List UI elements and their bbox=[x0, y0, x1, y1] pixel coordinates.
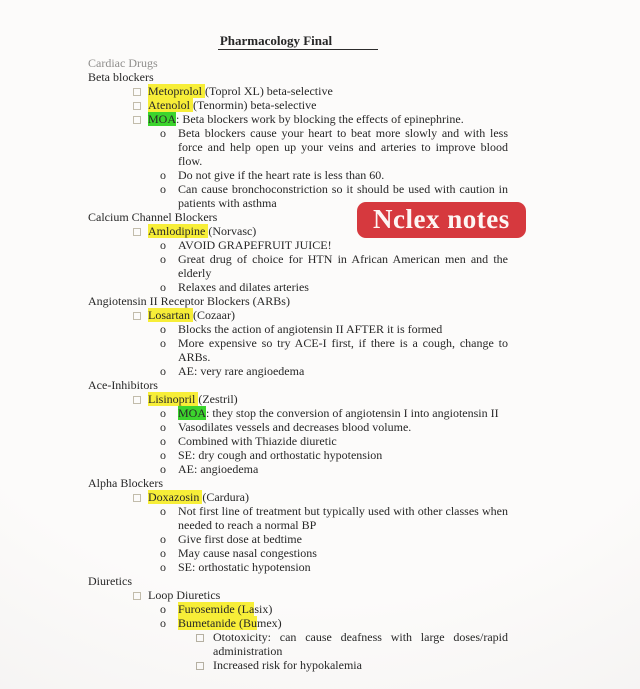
o-bullet-icon: o bbox=[160, 504, 166, 518]
list-item bbox=[88, 616, 508, 630]
text-segment: Give first dose at bedtime bbox=[178, 532, 302, 546]
text-segment: Can cause bronchoconstriction so it should be used with caution in patients with asthma bbox=[178, 182, 508, 210]
section-heading: Beta blockers bbox=[88, 70, 154, 84]
sections-root bbox=[88, 56, 508, 672]
list-item bbox=[88, 84, 508, 98]
nclex-notes-badge: Nclex notes bbox=[357, 202, 526, 238]
o-bullet-icon: o bbox=[160, 322, 166, 336]
o-bullet-icon: o bbox=[160, 448, 166, 462]
list-item bbox=[88, 490, 508, 504]
o-bullet-icon: o bbox=[160, 434, 166, 448]
text-segment: Combined with Thiazide diuretic bbox=[178, 434, 337, 448]
text-segment: Vasodilates vessels and decreases blood volume. bbox=[178, 420, 412, 434]
text-segment: Increased risk for hypokalemia bbox=[213, 658, 362, 672]
list-item bbox=[88, 98, 508, 112]
text-segment: : they stop the conversion of angiotensin I into angiotensin II bbox=[206, 406, 499, 420]
highlight-segment: Losartan bbox=[148, 308, 193, 322]
list-item bbox=[88, 406, 508, 420]
text-segment: (Tenormin) beta-selective bbox=[193, 98, 317, 112]
list-item bbox=[88, 392, 508, 406]
highlight-segment: MOA bbox=[148, 112, 177, 126]
list-item bbox=[88, 252, 508, 280]
o-bullet-icon: o bbox=[160, 532, 166, 546]
square-bullet-icon bbox=[196, 634, 204, 642]
list-item bbox=[88, 630, 508, 658]
list-item bbox=[88, 588, 508, 602]
text-segment: Great drug of choice for HTN in African American men and the elderly bbox=[178, 252, 508, 280]
list-item bbox=[88, 462, 508, 476]
section-heading: Ace-Inhibitors bbox=[88, 378, 158, 392]
list-item bbox=[88, 532, 508, 546]
square-bullet-icon bbox=[133, 102, 141, 110]
text-segment: (Toprol XL) beta-selective bbox=[205, 84, 333, 98]
o-bullet-icon: o bbox=[160, 182, 166, 196]
text-segment: (Cozaar) bbox=[192, 308, 235, 322]
o-bullet-icon: o bbox=[160, 602, 166, 616]
o-bullet-icon: o bbox=[160, 252, 166, 266]
section-heading: Cardiac Drugs bbox=[88, 56, 158, 70]
text-segment: Ototoxicity: can cause deafness with large doses/rapid administration bbox=[213, 630, 508, 658]
list-item bbox=[88, 420, 508, 434]
text-segment: (Norvasc) bbox=[208, 224, 257, 238]
square-bullet-icon bbox=[133, 312, 141, 320]
text-segment: AE: very rare angioedema bbox=[178, 364, 305, 378]
list-item bbox=[88, 126, 508, 168]
section-heading: Diuretics bbox=[88, 574, 132, 588]
highlight-segment: Lisinopril bbox=[148, 392, 199, 406]
section-heading: Angiotensin II Receptor Blockers (ARBs) bbox=[88, 294, 290, 308]
o-bullet-icon: o bbox=[160, 616, 166, 630]
list-item bbox=[88, 434, 508, 448]
o-bullet-icon: o bbox=[160, 126, 166, 140]
text-segment: SE: orthostatic hypotension bbox=[178, 560, 311, 574]
square-bullet-icon bbox=[133, 116, 141, 124]
text-segment: More expensive so try ACE-I first, if there is a cough, change to ARBs. bbox=[178, 336, 508, 364]
square-bullet-icon bbox=[196, 662, 204, 670]
highlight-segment: Amlodipine bbox=[148, 224, 209, 238]
text-segment: AVOID GRAPEFRUIT JUICE! bbox=[178, 238, 332, 252]
highlight-segment: Bumetanide (Bu bbox=[178, 616, 257, 630]
list-item bbox=[88, 448, 508, 462]
text-segment: (Zestril) bbox=[198, 392, 238, 406]
list-item bbox=[88, 504, 508, 532]
text-segment: AE: angioedema bbox=[178, 462, 259, 476]
list-item bbox=[88, 560, 508, 574]
list-item bbox=[88, 322, 508, 336]
o-bullet-icon: o bbox=[160, 546, 166, 560]
highlight-segment: Atenolol bbox=[148, 98, 193, 112]
list-item bbox=[88, 658, 508, 672]
text-segment: SE: dry cough and orthostatic hypotension bbox=[178, 448, 383, 462]
text-segment: Blocks the action of angiotensin II AFTER it is formed bbox=[178, 322, 443, 336]
list-item bbox=[88, 546, 508, 560]
o-bullet-icon: o bbox=[160, 238, 166, 252]
list-item bbox=[88, 168, 508, 182]
list-item bbox=[88, 364, 508, 378]
list-item bbox=[88, 336, 508, 364]
list-item bbox=[88, 112, 508, 126]
list-item bbox=[88, 602, 508, 616]
text-segment: Do not give if the heart rate is less than 60. bbox=[178, 168, 385, 182]
list-item bbox=[88, 238, 508, 252]
section-heading: Calcium Channel Blockers bbox=[88, 210, 218, 224]
text-segment: May cause nasal congestions bbox=[178, 546, 317, 560]
page-title: Pharmacology Final bbox=[218, 34, 378, 50]
square-bullet-icon bbox=[133, 494, 141, 502]
title-row bbox=[88, 34, 508, 54]
highlight-segment: Metoprolol bbox=[148, 84, 205, 98]
list-item bbox=[88, 308, 508, 322]
text-segment: Not first line of treatment but typically used with other classes when needed to reach a normal BP bbox=[178, 504, 508, 532]
text-segment: mex) bbox=[256, 616, 282, 630]
highlight-segment: Furosemide (La bbox=[178, 602, 255, 616]
square-bullet-icon bbox=[133, 396, 141, 404]
section-heading: Alpha Blockers bbox=[88, 476, 163, 490]
o-bullet-icon: o bbox=[160, 406, 166, 420]
o-bullet-icon: o bbox=[160, 364, 166, 378]
o-bullet-icon: o bbox=[160, 336, 166, 350]
o-bullet-icon: o bbox=[160, 420, 166, 434]
o-bullet-icon: o bbox=[160, 280, 166, 294]
text-segment: six) bbox=[254, 602, 273, 616]
text-segment: Beta blockers cause your heart to beat more slowly and with less force and help open up your veins and arteries to improve blood flow. bbox=[178, 126, 508, 168]
text-segment: Loop Diuretics bbox=[148, 588, 221, 602]
text-segment: Relaxes and dilates arteries bbox=[178, 280, 309, 294]
text-segment: (Cardura) bbox=[202, 490, 249, 504]
highlight-segment: MOA bbox=[178, 406, 207, 420]
document-body bbox=[88, 34, 508, 672]
square-bullet-icon bbox=[133, 228, 141, 236]
o-bullet-icon: o bbox=[160, 462, 166, 476]
o-bullet-icon: o bbox=[160, 560, 166, 574]
text-segment: : Beta blockers work by blocking the effects of epinephrine. bbox=[176, 112, 464, 126]
list-item bbox=[88, 280, 508, 294]
highlight-segment: Doxazosin bbox=[148, 490, 203, 504]
square-bullet-icon bbox=[133, 592, 141, 600]
square-bullet-icon bbox=[133, 88, 141, 96]
o-bullet-icon: o bbox=[160, 168, 166, 182]
